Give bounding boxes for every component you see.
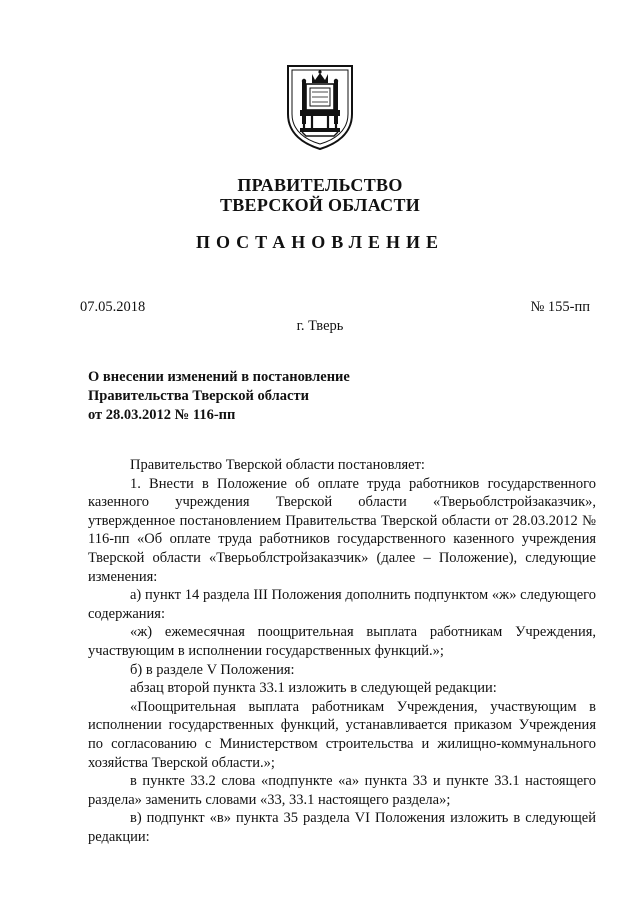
body-paragraph: 1. Внести в Положение об оплате труда работников государственного казенного учреждения Тверской области «Тверьоблстройзаказчик», утвержденное постановлением Правительства Тверской области от 28.03.2012 № 116-пп «Об оплате труда работников государственного казенного учреждения Тверской области «Тверьоблстройзаказчик» (далее – Положение), следующие изменения: [88,475,596,585]
document-city: г. Тверь [296,318,344,334]
body-paragraph: в пункте 33.2 слова «подпункте «а» пункта 33 и пункте 33.1 настоящего раздела» заменить словами «33, 33.1 настоящего раздела»; [88,773,596,808]
subject-line: О внесении изменений в постановление [88,369,350,385]
body-paragraph: а) пункт 14 раздела III Положения дополнить подпунктом «ж» следующего содержания: [88,587,596,622]
tver-coat-of-arms-icon [286,64,354,150]
document-date: 07.05.2018 [80,299,146,315]
subject-line: от 28.03.2012 № 116-пп [88,407,236,423]
document-subject [88,368,448,425]
body-paragraph: абзац второй пункта 33.1 изложить в следующей редакции: [130,680,497,697]
document-number: № 155-пп [530,299,590,315]
body-paragraph: «ж) ежемесячная поощрительная выплата работникам Учреждения, участвующим в исполнении государственных функций.»; [88,624,596,659]
subject-line: Правительства Тверской области [88,388,309,404]
government-name-line1: ПРАВИТЕЛЬСТВО [237,175,403,195]
body-paragraph: в) подпункт «в» пункта 35 раздела VI Положения изложить в следующей редакции: [88,810,596,845]
body-paragraph: «Поощрительная выплата работникам Учреждения, участвующим в исполнении государственных функций, устанавливается приказом Учреждения по согласованию с Министерством строительства и жилищно-коммунального хозяйства Тверской области.»; [88,698,596,771]
document-body [88,456,596,846]
body-paragraph: б) в разделе V Положения: [130,661,295,678]
document-type-title: ПОСТАНОВЛЕНИЕ [195,232,445,252]
body-paragraph: Правительство Тверской области постановляет: [130,457,425,473]
government-name-line2: ТВЕРСКОЙ ОБЛАСТИ [219,195,421,215]
